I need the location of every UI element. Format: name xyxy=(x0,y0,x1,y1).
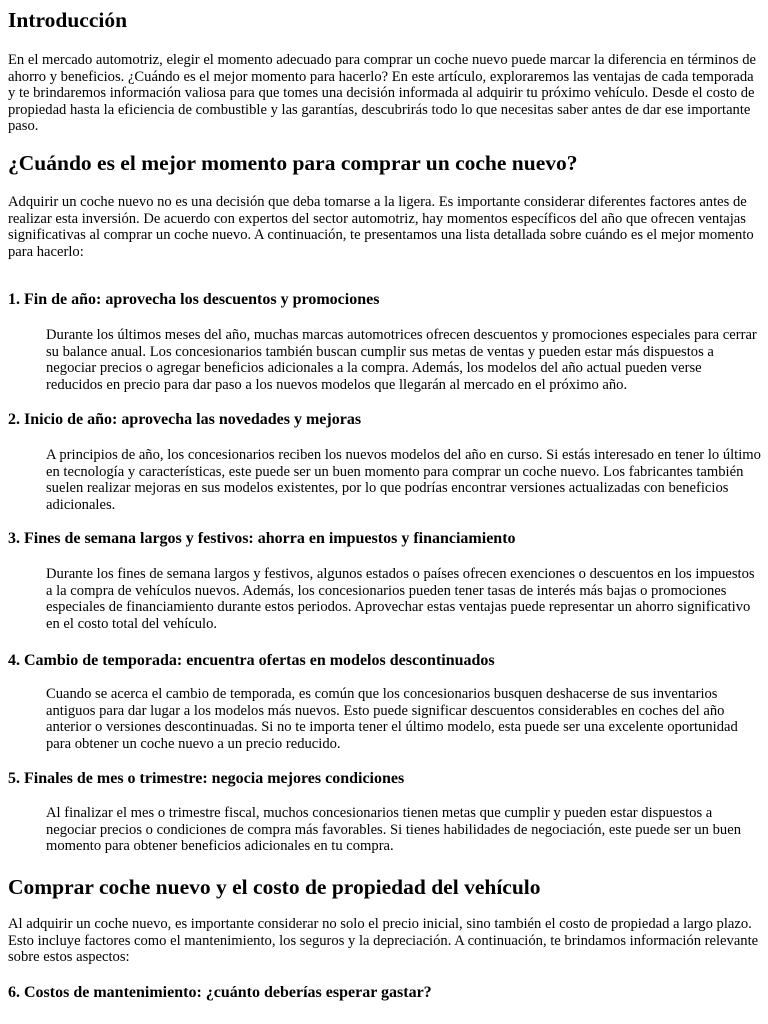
item-3-title: 3. Fines de semana largos y festivos: ahorra en impuestos y financiamiento xyxy=(8,530,516,547)
item-4-text: Cuando se acerca el cambio de temporada, es común que los concesionarios busquen deshacerse de sus inventarios antiguos para dar lugar a los modelos más nuevos. Esto puede significar descuentos considerables en coches del año anterior o versiones descontinuadas. Si no te importa tener el último modelo, esta puede ser una excelente oportunidad para obtener un coche nuevo a un precio reducido. xyxy=(46,686,738,752)
item-2-text: A principios de año, los concesionarios reciben los nuevos modelos del año en curso. Si estás interesado en tener lo último en tecnología y características, este puede ser un buen momento para comprar un coche nuevo. Los fabricantes también suelen realizar mejoras en sus modelos existentes, por lo que podrías encontrar versiones actualizadas con beneficios adicionales. xyxy=(46,447,761,513)
item-6-title: 6. Costos de mantenimiento: ¿cuánto deberías esperar gastar? xyxy=(8,984,432,1001)
ownership-heading: Comprar coche nuevo y el costo de propiedad del vehículo xyxy=(8,875,541,899)
item-1-title: 1. Fin de año: aprovecha los descuentos y promociones xyxy=(8,291,380,308)
intro-paragraph: En el mercado automotriz, elegir el momento adecuado para comprar un coche nuevo puede marcar la diferencia en términos de ahorro y beneficios. ¿Cuándo es el mejor momento para hacerlo? En este artículo, exploraremos las ventajas de cada temporada y te brindaremos información valiosa para que tomes una decisión informada al adquirir tu próximo vehículo. Desde el costo de propiedad hasta la eficiencia de combustible y las garantías, descubrirás todo lo que necesitas saber antes de dar ese importante paso. xyxy=(8,52,756,135)
intro-heading: Introducción xyxy=(8,8,128,32)
item-2-title: 2. Inicio de año: aprovecha las novedades y mejoras xyxy=(8,411,362,428)
item-5-text: Al finalizar el mes o trimestre fiscal, muchos concesionarios tienen metas que cumplir y pueden estar dispuestos a negociar precios o condiciones de compra más favorables. Si tienes habilidades de negociación, este puede ser un buen momento para obtener beneficios adicionales en tu compra. xyxy=(46,805,741,855)
item-3-text: Durante los fines de semana largos y festivos, algunos estados o países ofrecen exenciones o descuentos en los impuestos a la compra de vehículos nuevos. Además, los concesionarios pueden tener tasas de interés más bajas o promociones especiales de financiamiento durante estos periodos. Aprovechar estas ventajas puede representar un ahorro significativo en el costo total del vehículo. xyxy=(46,566,755,632)
item-1-text: Durante los últimos meses del año, muchas marcas automotrices ofrecen descuentos y promociones especiales para cerrar su balance anual. Los concesionarios también buscan cumplir sus metas de ventas y pueden estar más dispuestos a negociar precios o agregar beneficios adicionales a la compra. Además, los modelos del año actual pueden verse reducidos en precio para dar paso a los nuevos modelos que llegarán al mercado en el próximo año. xyxy=(46,327,757,393)
item-5-title: 5. Finales de mes o trimestre: negocia mejores condiciones xyxy=(8,770,405,787)
best-time-paragraph: Adquirir un coche nuevo no es una decisión que deba tomarse a la ligera. Es importante considerar diferentes factores antes de realizar esta inversión. De acuerdo con expertos del sector automotriz, hay momentos específicos del año que ofrecen ventajas significativas al comprar un coche nuevo. A continuación, te presentamos una lista detallada sobre cuándo es el mejor momento para hacerlo: xyxy=(8,194,754,260)
item-4-title: 4. Cambio de temporada: encuentra ofertas en modelos descontinuados xyxy=(8,652,495,669)
ownership-paragraph: Al adquirir un coche nuevo, es importante considerar no solo el precio inicial, sino también el costo de propiedad a largo plazo. Esto incluye factores como el mantenimiento, los seguros y la depreciación. A continuación, te brindamos información relevante sobre estos aspectos: xyxy=(8,916,759,966)
best-time-heading: ¿Cuándo es el mejor momento para comprar un coche nuevo? xyxy=(8,151,578,175)
